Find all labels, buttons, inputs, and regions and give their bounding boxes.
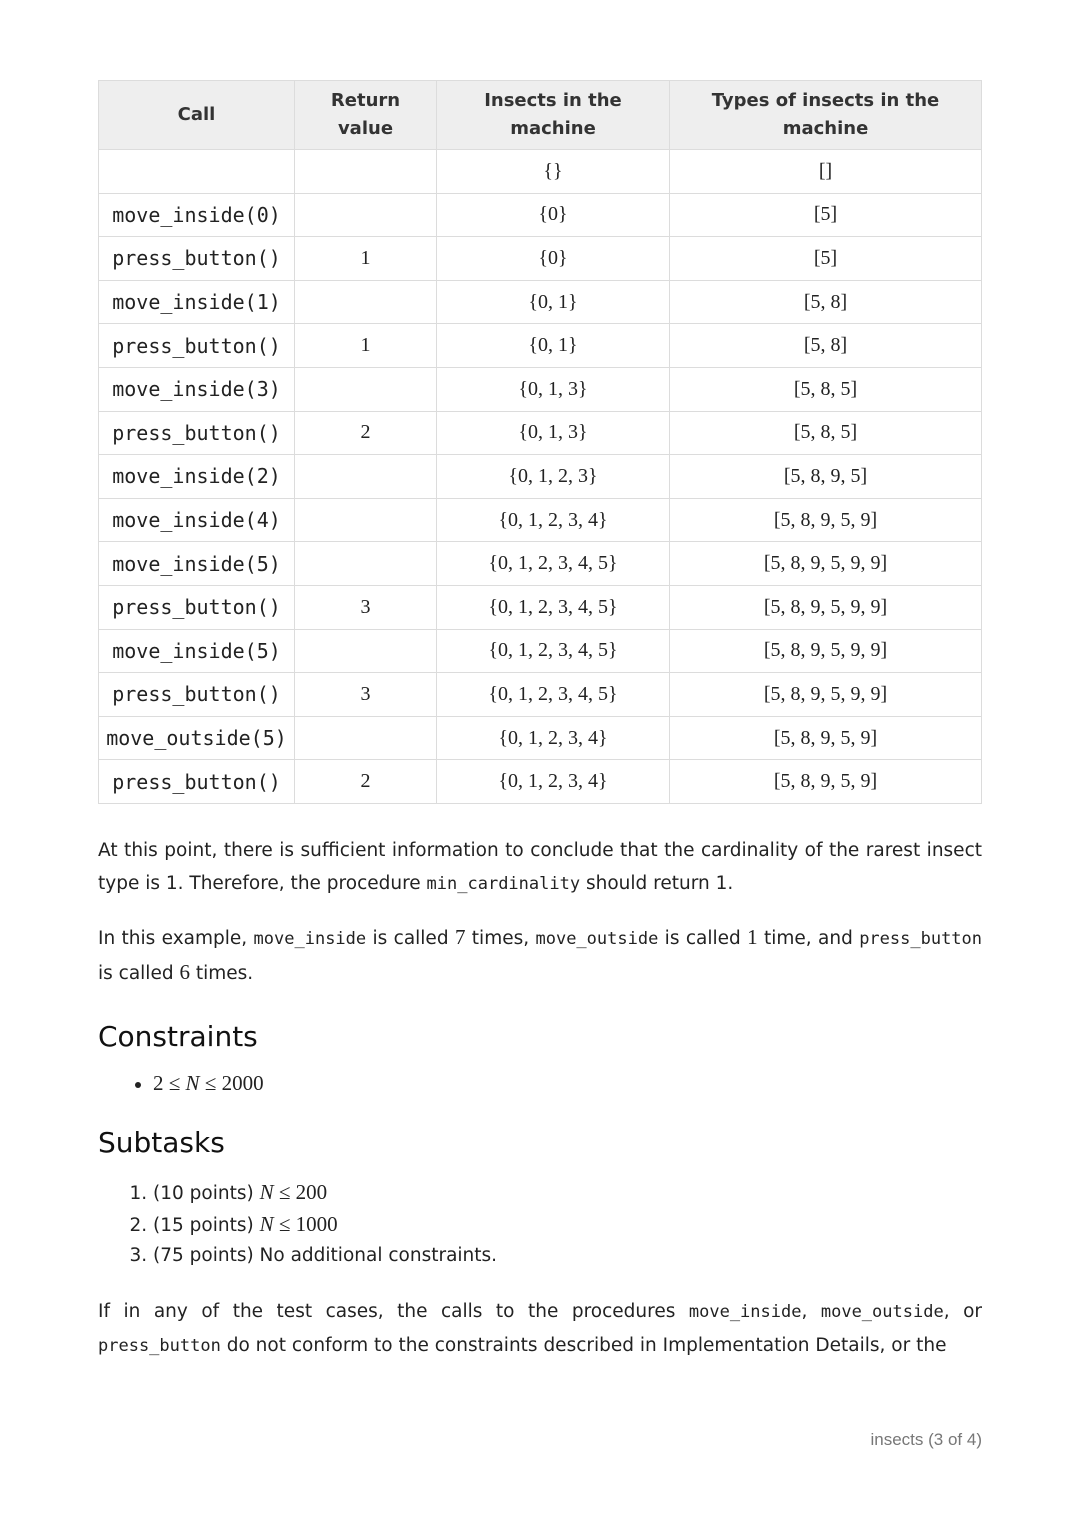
header-types: Types of insects in the machine (670, 81, 982, 150)
header-insects: Insects in the machine (437, 81, 670, 150)
insects-cell: {0, 1, 2, 3} (437, 455, 670, 499)
insects-cell: {0, 1, 2, 3, 4} (437, 716, 670, 760)
insects-cell: {0, 1, 2, 3, 4, 5} (437, 673, 670, 717)
return-value-cell (295, 193, 437, 237)
call-cell: move_inside(2) (99, 455, 295, 499)
return-value-cell (295, 367, 437, 411)
call-cell: press_button() (99, 411, 295, 455)
call-cell: press_button() (99, 237, 295, 281)
return-value-cell: 2 (295, 760, 437, 804)
table-row (99, 716, 982, 760)
list-item: 3. (75 points) No additional constraints. (153, 1241, 982, 1271)
call-cell: move_inside(5) (99, 542, 295, 586)
call-cell: move_outside(5) (99, 716, 295, 760)
constraints-list (98, 1071, 982, 1096)
table-row (99, 280, 982, 324)
document-page (98, 80, 982, 1363)
call-cell: press_button() (99, 760, 295, 804)
types-cell: [5, 8] (670, 280, 982, 324)
types-cell: [5, 8, 9, 5, 9] (670, 498, 982, 542)
call-cell: press_button() (99, 324, 295, 368)
subtasks-list (98, 1177, 982, 1271)
table-row (99, 324, 982, 368)
insects-cell: {0, 1, 2, 3, 4, 5} (437, 542, 670, 586)
return-value-cell (295, 455, 437, 499)
call-cell: move_inside(5) (99, 629, 295, 673)
types-cell: [5] (670, 193, 982, 237)
insects-cell: {0} (437, 193, 670, 237)
insects-cell: {0, 1} (437, 280, 670, 324)
insects-cell: {0, 1, 2, 3, 4} (437, 498, 670, 542)
table-header-row (99, 81, 982, 150)
insects-cell: {0, 1, 2, 3, 4} (437, 760, 670, 804)
return-value-cell: 3 (295, 585, 437, 629)
types-cell: [5, 8, 9, 5, 9, 9] (670, 629, 982, 673)
validity-paragraph: If in any of the test cases, the calls to the procedures move_inside, move_outside, or press_button do not conform to the constraints described in Implementation Details, or the (98, 1300, 982, 1356)
table-row (99, 455, 982, 499)
table-row (99, 150, 982, 194)
types-cell: [] (670, 150, 982, 194)
return-value-cell (295, 716, 437, 760)
table-row (99, 237, 982, 281)
types-cell: [5, 8, 9, 5, 9, 9] (670, 585, 982, 629)
header-call: Call (99, 81, 295, 150)
return-value-cell: 3 (295, 673, 437, 717)
table-row (99, 760, 982, 804)
table-row (99, 629, 982, 673)
insects-cell: {0, 1, 2, 3, 4, 5} (437, 629, 670, 673)
types-cell: [5] (670, 237, 982, 281)
call-count-paragraph: In this example, move_inside is called 7 times, move_outside is called 1 time, and press_button is called 6 times. (98, 924, 983, 984)
types-cell: [5, 8, 5] (670, 367, 982, 411)
call-cell (99, 150, 295, 194)
insects-cell: {0} (437, 237, 670, 281)
min-cardinality-code: min_cardinality (426, 873, 581, 894)
insects-cell: {0, 1, 3} (437, 411, 670, 455)
constraints-heading: Constraints (98, 1019, 258, 1053)
list-item: 1. (10 points) N ≤ 200 (153, 1177, 982, 1209)
table-row (99, 542, 982, 586)
return-value-cell (295, 542, 437, 586)
return-value-cell (295, 629, 437, 673)
types-cell: [5, 8, 5] (670, 411, 982, 455)
call-cell: move_inside(1) (99, 280, 295, 324)
insects-cell: {} (437, 150, 670, 194)
call-cell: move_inside(3) (99, 367, 295, 411)
call-cell: press_button() (99, 585, 295, 629)
return-value-cell (295, 498, 437, 542)
return-value-cell (295, 150, 437, 194)
table-row (99, 498, 982, 542)
return-value-cell (295, 280, 437, 324)
types-cell: [5, 8, 9, 5] (670, 455, 982, 499)
types-cell: [5, 8, 9, 5, 9] (670, 716, 982, 760)
table-row (99, 673, 982, 717)
table-row (99, 585, 982, 629)
list-item: • 2 ≤ N ≤ 2000 (153, 1071, 982, 1096)
subtasks-heading: Subtasks (98, 1125, 225, 1159)
header-return-value: Return value (295, 81, 437, 150)
insects-cell: {0, 1, 3} (437, 367, 670, 411)
insects-cell: {0, 1} (437, 324, 670, 368)
return-value-cell: 1 (295, 237, 437, 281)
call-cell: move_inside(0) (99, 193, 295, 237)
page-footer: insects (3 of 4) (870, 1430, 982, 1449)
types-cell: [5, 8, 9, 5, 9, 9] (670, 542, 982, 586)
types-cell: [5, 8] (670, 324, 982, 368)
call-cell: press_button() (99, 673, 295, 717)
types-cell: [5, 8, 9, 5, 9] (670, 760, 982, 804)
return-value-cell: 1 (295, 324, 437, 368)
conclusion-paragraph: At this point, there is sufficient information to conclude that the cardinality of the rarest insect type is 1. Therefore, the procedure min_cardinality should return 1. (98, 839, 982, 894)
example-calls-table (98, 80, 982, 804)
table-row (99, 411, 982, 455)
types-cell: [5, 8, 9, 5, 9, 9] (670, 673, 982, 717)
table-row (99, 367, 982, 411)
insects-cell: {0, 1, 2, 3, 4, 5} (437, 585, 670, 629)
return-value-cell: 2 (295, 411, 437, 455)
call-cell: move_inside(4) (99, 498, 295, 542)
table-row (99, 193, 982, 237)
list-item: 2. (15 points) N ≤ 1000 (153, 1209, 982, 1241)
